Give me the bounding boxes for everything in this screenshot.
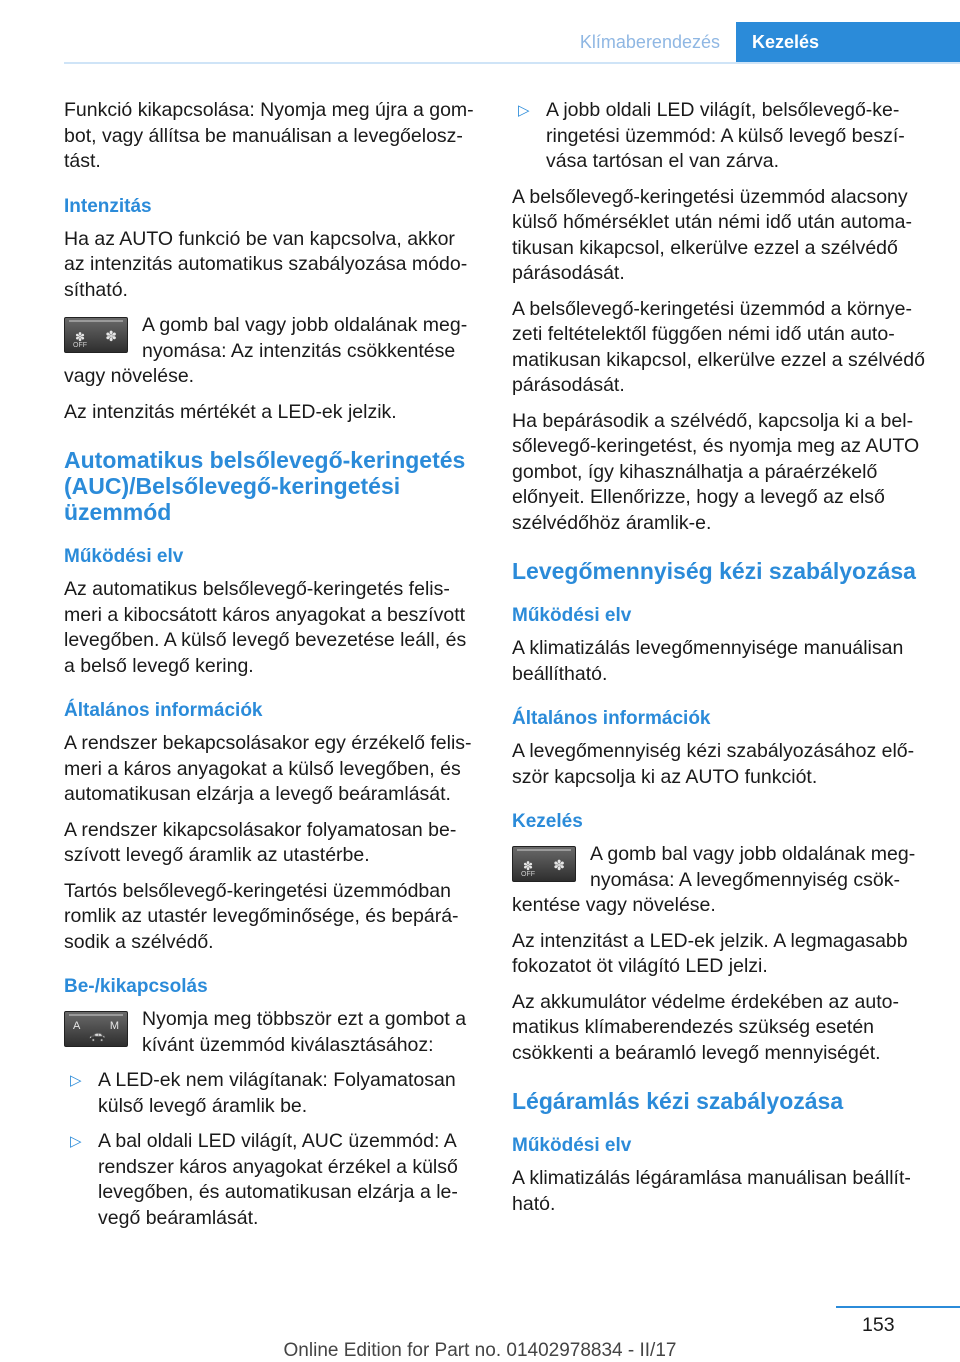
off-label: OFF xyxy=(73,342,87,349)
off-label: OFF xyxy=(521,871,535,878)
mode-list xyxy=(64,1068,478,1231)
subheading-be-kikapcsolas: Be-/kikapcsolás xyxy=(64,976,208,997)
section-heading-legaramlas: Légáramlás kézi szabályozása xyxy=(512,1088,844,1114)
fan-large-icon: ✽ xyxy=(105,328,117,344)
section-heading-auc: Automatikus belsőlevegő-keringetés (AUC)/Belsőlevegő-keringetési üzemmód xyxy=(64,447,466,525)
paragraph: Az intenzitást a LED-ek jelzik. A legmagasabb fokozatot öt világító LED jelzi. xyxy=(512,929,908,977)
paragraph: Tartós belsőlevegő-keringetési üzemmódban romlik az utastér levegőminősége, és bepárásodik a szélvédő. xyxy=(64,879,459,953)
header-divider xyxy=(64,62,960,64)
icon-paragraph-text: Nyomja meg többször ezt a gombot a kívánt üzemmód kiválasztásához: xyxy=(142,1008,467,1056)
header-section: Kezelés xyxy=(736,22,960,62)
fan-button-icon xyxy=(512,846,576,882)
paragraph: Ha az AUTO funkció be van kapcsolva, akkor az intenzitás automatikus szabályozása módosítható. xyxy=(64,227,468,301)
icon-paragraph xyxy=(64,1007,478,1058)
fan-small-icon: ✽ xyxy=(75,330,86,344)
triangle-bullet-icon: ▷ xyxy=(518,102,530,119)
subheading-altalanos: Általános információk xyxy=(512,708,711,729)
paragraph: A klimatizálás levegőmennyisége manuálisan beállítható. xyxy=(512,637,904,685)
auc-button-icon xyxy=(64,1011,128,1047)
edition-footer: Online Edition for Part no. 01402978834 - II/17 xyxy=(283,1340,677,1361)
header-chapter: Klímaberendezés xyxy=(579,32,720,52)
page-number: 153 xyxy=(862,1314,895,1336)
subheading-altalanos: Általános információk xyxy=(64,700,263,721)
led-bar xyxy=(517,849,571,851)
manual-label: M xyxy=(109,1020,119,1032)
list-item xyxy=(512,98,928,175)
paragraph: A levegőmennyiség kézi szabályozásához először kapcsolja ki az AUTO funkciót. xyxy=(512,740,915,788)
paragraph: A belsőlevegő-keringetési üzemmód a környezeti feltételektől függően némi idő után automatikusan kikapcsol, elkerülve ezzel a szélvédő párásodását. xyxy=(512,297,925,396)
fan-button-icon xyxy=(64,317,128,353)
subheading-kezeles: Kezelés xyxy=(512,811,583,832)
icon-paragraph xyxy=(64,313,478,390)
led-bar xyxy=(69,320,123,322)
right-column xyxy=(512,98,928,1227)
icon-paragraph-text: A gomb bal vagy jobb oldalának megnyomása: Az intenzitás csökkentése vagy növelése. xyxy=(64,314,468,387)
triangle-bullet-icon: ▷ xyxy=(70,1072,82,1089)
mode-list-continued xyxy=(512,98,928,175)
paragraph: Az akkumulátor védelme érdekében az automatikus klímaberendezés szükség esetén csökkenti a beáramló levegő mennyiségét. xyxy=(512,990,899,1064)
footer-divider xyxy=(836,1306,960,1308)
subheading-mukodesi-elv: Működési elv xyxy=(512,1135,632,1156)
paragraph: A rendszer kikapcsolásakor folyamatosan beszívott levegő áramlik az utastérbe. xyxy=(64,818,457,866)
paragraph: A klimatizálás légáramlása manuálisan beállítható. xyxy=(512,1167,911,1215)
triangle-bullet-icon: ▷ xyxy=(70,1133,82,1150)
list-item xyxy=(64,1129,478,1231)
paragraph: A belsőlevegő-keringetési üzemmód alacsony külső hőmérséklet után némi idő után automatikusan kikapcsol, elkerülve ezzel a szélvédő párásodását. xyxy=(512,185,912,284)
paragraph: Az automatikus belsőlevegő-keringetés felismeri a kibocsátott káros anyagokat a beszívott levegőben. A külső levegő bevezetése leáll, és a belső levegő kering. xyxy=(64,578,467,677)
subheading-mukodesi-elv: Működési elv xyxy=(512,605,632,626)
left-column xyxy=(64,98,478,1241)
list-item-text: A LED-ek nem világítanak: Folyamatosan külső levegő áramlik be. xyxy=(98,1069,456,1117)
icon-paragraph-text: A gomb bal vagy jobb oldalának megnyomása: A levegőmennyiség csökkentése vagy növelése. xyxy=(512,843,916,916)
auto-label: A xyxy=(73,1020,81,1032)
led-bar xyxy=(69,1014,123,1016)
list-item-text: A jobb oldali LED világít, belsőlevegő-keringetési üzemmód: A külső levegő beszívása tartósan el van zárva. xyxy=(546,99,905,172)
subheading-intenzitas: Intenzitás xyxy=(64,195,152,217)
fan-small-icon: ✽ xyxy=(523,859,534,873)
icon-paragraph xyxy=(512,842,928,919)
paragraph: Funkció kikapcsolása: Nyomja meg újra a gombot, vagy állítsa be manuálisan a levegőelosztást. xyxy=(64,99,474,172)
paragraph: A rendszer bekapcsolásakor egy érzékelő felismeri a káros anyagokat a külső levegőben, és automatikusan elzárja a levegő beáramlását. xyxy=(64,732,472,805)
subheading-mukodesi-elv: Működési elv xyxy=(64,546,184,567)
paragraph: Ha bepárásodik a szélvédő, kapcsolja ki a belsőlevegő-keringetést, és nyomja meg az AUTO gombot, így kihasználhatja a páraérzékelő előnyeit. Ellenőrizze, hogy a levegő az első szélvédőhöz áramlik-e. xyxy=(512,409,920,534)
paragraph: Az intenzitás mértékét a LED-ek jelzik. xyxy=(64,400,397,423)
car-recirculation-icon: 🚗 xyxy=(89,1027,106,1042)
section-heading-levegomennyiseg: Levegőmennyiség kézi szabályozása xyxy=(512,558,916,584)
list-item xyxy=(64,1068,478,1119)
list-item-text: A bal oldali LED világít, AUC üzemmód: A rendszer káros anyagokat érzékel a külső levegőben, és automatikusan elzárja a levegő beáramlását. xyxy=(98,1130,458,1229)
fan-large-icon: ✽ xyxy=(553,857,565,873)
